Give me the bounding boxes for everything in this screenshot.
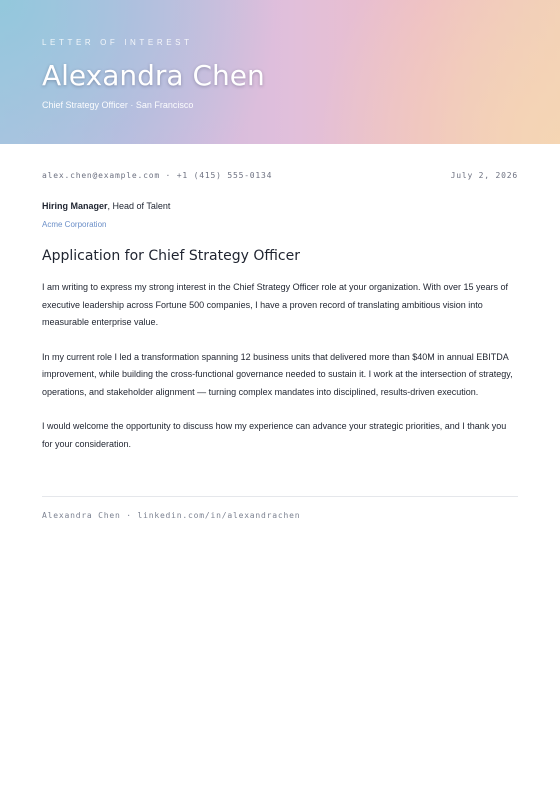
footer-contact: Alexandra Chen · linkedin.com/in/alexandrachen bbox=[42, 511, 301, 520]
letter-subject: Application for Chief Strategy Officer bbox=[42, 248, 300, 264]
document-label: LETTER OF INTEREST bbox=[42, 38, 193, 47]
applicant-title-location: Chief Strategy Officer · San Francisco bbox=[42, 100, 194, 110]
header-banner bbox=[0, 0, 560, 144]
recipient-line bbox=[42, 201, 170, 211]
body-paragraph: In my current role I led a transformation spanning 12 business units that delivered more than $40M in annual EBITDA improvement, while building the cross-functional governance needed to sustain it. I work at the intersection of strategy, operations, and stakeholder alignment — turning complex mandates into disciplined, results-driven execution. bbox=[42, 351, 513, 397]
recipient-company: Acme Corporation bbox=[42, 220, 107, 229]
recipient-title: , Head of Talent bbox=[107, 201, 171, 211]
recipient-name: Hiring Manager bbox=[42, 201, 108, 211]
body-paragraph: I am writing to express my strong interest in the Chief Strategy Officer role at your organization. With over 15 years of executive leadership across Fortune 500 companies, I have a proven record of translating ambitious vision into measurable enterprise value. bbox=[42, 282, 509, 327]
body-paragraph: I would welcome the opportunity to discuss how my experience can advance your strategic priorities, and I thank you for your consideration. bbox=[42, 421, 507, 449]
contact-info: alex.chen@example.com · +1 (415) 555-0134 bbox=[42, 171, 273, 180]
applicant-name: Alexandra Chen bbox=[42, 59, 265, 92]
footer-divider bbox=[42, 496, 518, 497]
letter-date: July 2, 2026 bbox=[450, 171, 518, 180]
letter-body bbox=[42, 279, 518, 470]
